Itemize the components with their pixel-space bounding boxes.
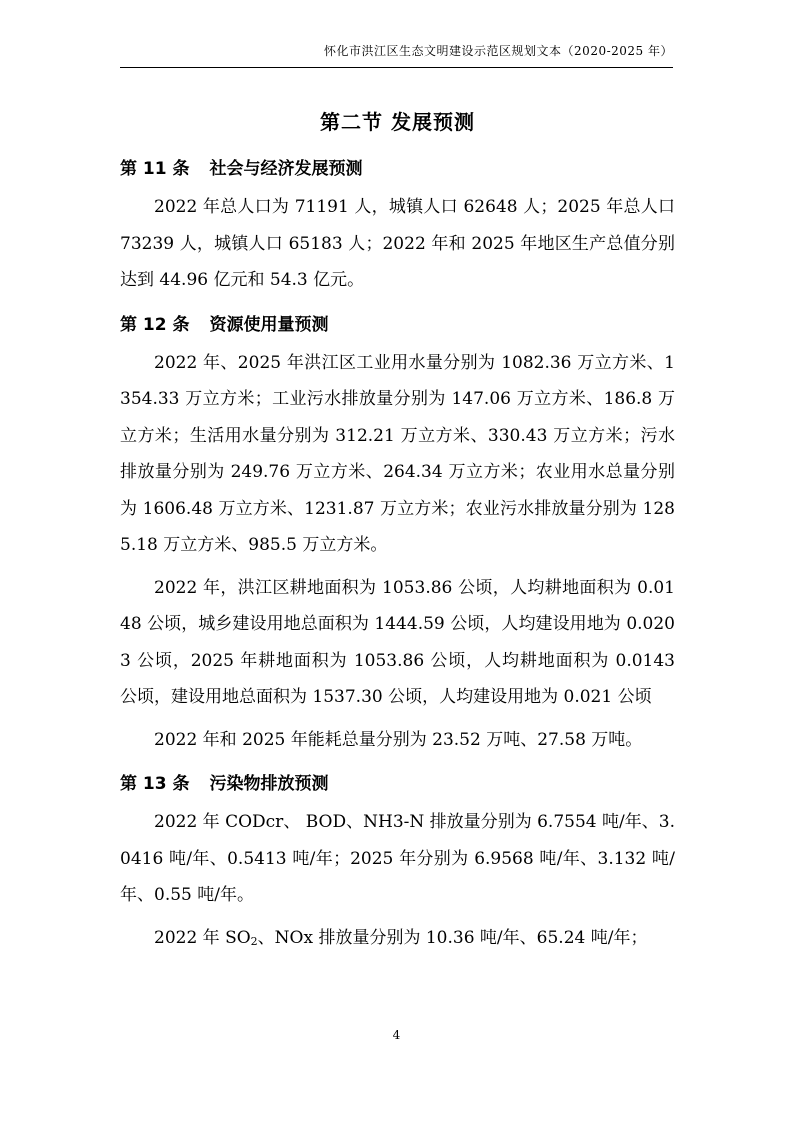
paragraph: 2022 年、2025 年洪江区工业用水量分别为 1082.36 万立方米、1354.33 万立方米；工业污水排放量分别为 147.06 万立方米、186.8 万立方米；生活用水量分别为 312.21 万立方米、330.43 万立方米；污水排放量分别为 249.76 万立方米、264.34 万立方米；农业用水总量分别为 1606.48 万立方米、1231.87 万立方米；农业污水排放量分别为 1285.18 万立方米、985.5 万立方米。 — [120, 352, 675, 555]
paragraph: 2022 年总人口为 71191 人，城镇人口 62648 人；2025 年总人口 73239 人，城镇人口 65183 人；2022 年和 2025 年地区生产总值分别达到 44.96 亿元和 54.3 亿元。 — [120, 197, 675, 290]
article-heading-12 — [120, 305, 675, 345]
running-header: 怀化市洪江区生态文明建设示范区规划文本（2020-2025 年） — [120, 42, 673, 68]
article-title: 社会与经济发展预测 — [209, 159, 363, 179]
section-title: 第二节 发展预测 — [320, 110, 475, 134]
page-number: 4 — [392, 1028, 401, 1042]
paragraph-so2-nox: 2022 年 $SO_2$、NOx 排放量分别为 10.36 吨/年、65.24 吨/年； — [154, 927, 648, 948]
document-body — [120, 100, 675, 966]
article-title: 污染物排放预测 — [209, 774, 329, 794]
article-title: 资源使用量预测 — [209, 314, 329, 335]
paragraph: 2022 年，洪江区耕地面积为 1053.86 公顷，人均耕地面积为 0.0148 公顷，城乡建设用地总面积为 1444.59 公顷，人均建设用地为 0.0203 公顷，2025 年耕地面积为 1053.86 公顷，人均耕地面积为 0.0143 公顷，建设用地总面积为 1537.30 公顷，人均建设用地为 0.021 公顷 — [120, 577, 675, 707]
paragraph: 2022 年和 2025 年能耗总量分别为 23.52 万吨、27.58 万吨。 — [154, 729, 643, 750]
article-number: 第 11 条 — [120, 159, 190, 179]
article-number: 第 13 条 — [120, 774, 190, 794]
article-number: 第 12 条 — [120, 314, 190, 335]
paragraph: 2022 年 CODcr、 BOD、NH3-N 排放量分别为 6.7554 吨/年、3.0416 吨/年、0.5413 吨/年；2025 年分别为 6.9568 吨/年、3.132 吨/年、0.55 吨/年。 — [120, 812, 675, 905]
article-heading-13 — [120, 764, 675, 804]
article-heading-11 — [120, 149, 675, 189]
